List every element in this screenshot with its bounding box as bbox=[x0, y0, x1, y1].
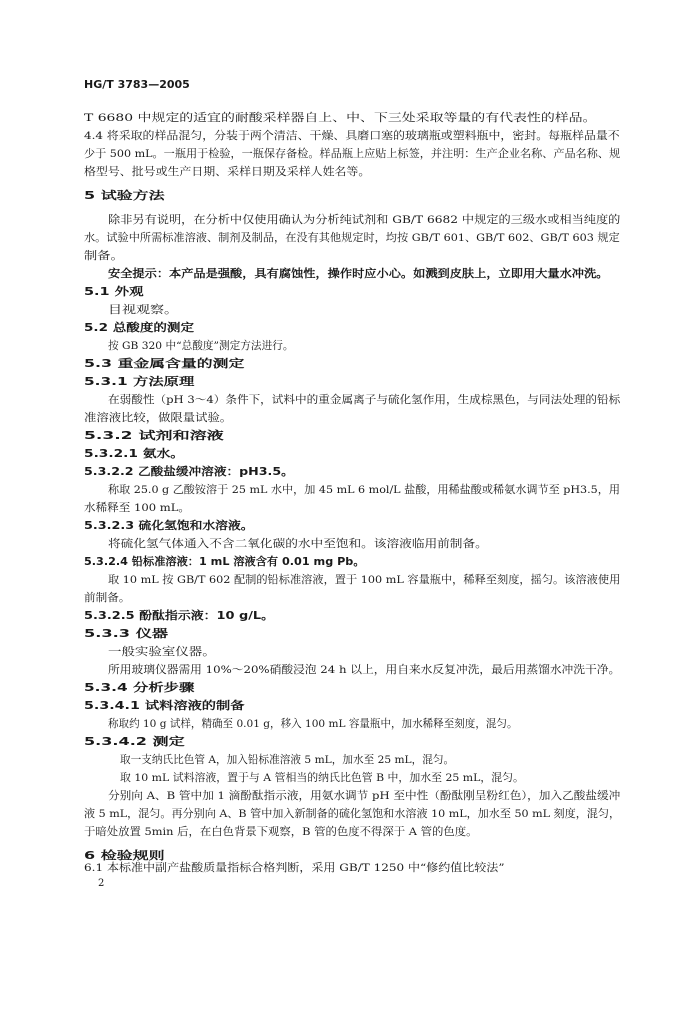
text-line: 制备。 bbox=[84, 250, 124, 262]
section-heading: 5.3.4 分析步骤 bbox=[84, 682, 195, 694]
text-line: 称取 25.0 g 乙酸铵溶于 25 mL 水中，加 45 mL 6 mol/L 盐酸，用稀盐酸或稀氨水调节至 pH3.5，用 bbox=[108, 484, 620, 496]
text-line: 取 10 mL 按 GB/T 602 配制的铅标准溶液，置于 100 mL 容量瓶中，稀释至刻度，摇匀。该溶液使用 bbox=[108, 574, 621, 586]
text-line: 一般实验室仪器。 bbox=[108, 646, 216, 658]
section-heading: 5.1 外观 bbox=[84, 286, 144, 298]
section-heading: 5.3.2.4 铅标准溶液：1 mL 溶液含有 0.01 mg Pb。 bbox=[84, 556, 365, 568]
section-heading: 5.3.2.3 硫化氢饱和水溶液。 bbox=[84, 520, 254, 532]
text-line: 在弱酸性（pH 3～4）条件下，试料中的重金属离子与硫化氢作用，生成棕黑色，与同法处理的铅标 bbox=[108, 394, 621, 406]
text-line: 将硫化氢气体通入不含二氧化碳的水中至饱和。该溶液临用前制备。 bbox=[108, 538, 488, 550]
text-line: 于暗处放置 5min 后，在白色背景下观察，B 管的色度不得深于 A 管的色度。 bbox=[84, 826, 478, 838]
text-line: 少于 500 mL。一瓶用于检验，一瓶保存备检。样品瓶上应贴上标签，并注明：生产企业名称、产品名称、规 bbox=[84, 148, 621, 160]
section-heading: 5.3.3 仪器 bbox=[84, 628, 169, 640]
section-heading: 5.3.2 试剂和溶液 bbox=[84, 430, 224, 442]
standard-code-header: HG/T 3783—2005 bbox=[84, 78, 190, 91]
section-heading: 5.3.2.5 酚酞指示液：10 g/L。 bbox=[84, 610, 275, 622]
text-line: 水。试验中所需标准溶液、制剂及制品，在没有其他规定时，均按 GB/T 601、GB/T 602、GB/T 603 规定 bbox=[84, 232, 620, 244]
safety-note: 安全提示：本产品是强酸，具有腐蚀性，操作时应小心。如溅到皮肤上，立即用大量水冲洗。 bbox=[108, 268, 609, 280]
text-line: 称取约 10 g 试样，精确至 0.01 g，移入 100 mL 容量瓶中，加水稀释至刻度，混匀。 bbox=[108, 718, 518, 730]
section-heading: 5.2 总酸度的测定 bbox=[84, 322, 195, 334]
text-line: 水稀释至 100 mL。 bbox=[84, 502, 191, 514]
text-line: 按 GB 320 中“总酸度”测定方法进行。 bbox=[108, 340, 294, 352]
section-heading: 5.3.4.1 试料溶液的制备 bbox=[84, 700, 245, 712]
section-heading: 5.3 重金属含量的测定 bbox=[84, 358, 245, 370]
section-heading: 5.3.2.1 氨水。 bbox=[84, 448, 185, 460]
text-line: 取一支纳氏比色管 A，加入铅标准溶液 5 mL，加水至 25 mL，混匀。 bbox=[120, 754, 455, 766]
page-number: 2 bbox=[98, 878, 105, 889]
section-heading: 5.3.2.2 乙酸盐缓冲溶液：pH3.5。 bbox=[84, 466, 294, 478]
text-line: 4.4 将采取的样品混匀，分装于两个清洁、干燥、具磨口塞的玻璃瓶或塑料瓶中，密封。每瓶样品量不 bbox=[84, 130, 620, 142]
text-line: 格型号、批号或生产日期、采样日期及采样人姓名等。 bbox=[84, 166, 371, 178]
text-line: 除非另有说明，在分析中仅使用确认为分析纯试剂和 GB/T 6682 中规定的三级水或相当纯度的 bbox=[108, 214, 621, 226]
text-line: 所用玻璃仪器需用 10%～20%硝酸浸泡 24 h 以上，用自来水反复冲洗，最后用蒸馏水冲洗干净。 bbox=[108, 664, 621, 676]
text-line: T 6680 中规定的适宜的耐酸采样器自上、中、下三处采取等量的有代表性的样品。 bbox=[84, 112, 597, 124]
section-heading: 6 检验规则 bbox=[84, 850, 165, 862]
text-line: 前制备。 bbox=[84, 592, 131, 604]
section-heading: 5.3.4.2 测定 bbox=[84, 736, 185, 748]
text-line: 分别向 A、B 管中加 1 滴酚酞指示液，用氨水调节 pH 至中性（酚酞刚呈粉红色），加入乙酸盐缓冲 bbox=[108, 790, 621, 802]
text-line: 准溶液比较，做限量试验。 bbox=[84, 412, 233, 424]
text-line: 取 10 mL 试料溶液，置于与 A 管相当的纳氏比色管 B 中，加水至 25 mL，混匀。 bbox=[120, 772, 524, 784]
section-heading: 5 试验方法 bbox=[84, 190, 165, 202]
text-line: 6.1 本标准中副产盐酸质量指标合格判断，采用 GB/T 1250 中“修约值比较法” bbox=[84, 862, 505, 874]
text-line: 液 5 mL，混匀。再分别向 A、B 管中加入新制备的硫化氢饱和水溶液 10 mL，加水至 50 mL 刻度，混匀， bbox=[84, 808, 621, 820]
section-heading: 5.3.1 方法原理 bbox=[84, 376, 195, 388]
text-line: 目视观察。 bbox=[108, 304, 178, 316]
